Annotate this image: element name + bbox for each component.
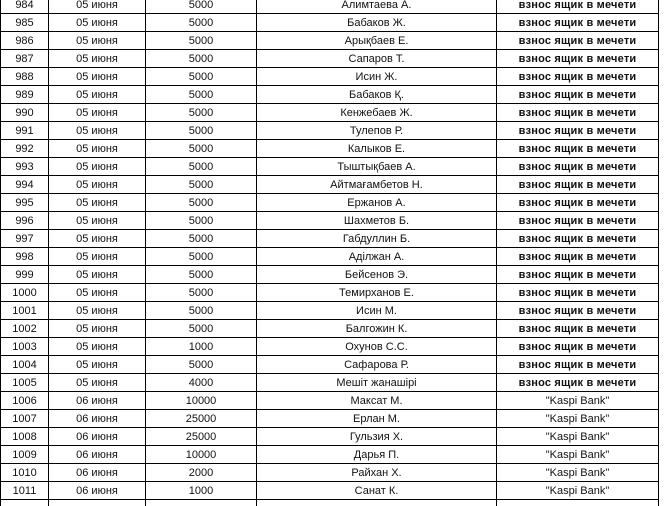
cell-number[interactable]: 1005	[1, 374, 49, 392]
cell-number[interactable]: 1007	[1, 410, 49, 428]
cell-name[interactable]: Темирханов Е.	[257, 284, 497, 302]
cell-amount[interactable]: 5000	[146, 68, 257, 86]
cell-date[interactable]: 06 июня	[49, 392, 146, 410]
table-row	[1, 176, 659, 194]
cell-number[interactable]: 993	[1, 158, 49, 176]
cell-amount[interactable]: 1000	[146, 482, 257, 500]
cell-name[interactable]: Сафарова Р.	[257, 356, 497, 374]
table-row	[1, 212, 659, 230]
cell-type[interactable]: взнос ящик в мечети	[497, 104, 659, 122]
cell-number[interactable]: 991	[1, 122, 49, 140]
cell-number[interactable]: 1011	[1, 482, 49, 500]
cell-date[interactable]: 06 июня	[49, 464, 146, 482]
cell-date[interactable]: 06 июня	[49, 446, 146, 464]
cell-name[interactable]: Ерлан М.	[257, 410, 497, 428]
cell-number[interactable]: 985	[1, 14, 49, 32]
cell-empty	[1, 500, 49, 506]
cell-name[interactable]: Алимтаева А.	[257, 0, 497, 14]
cell-type[interactable]: взнос ящик в мечети	[497, 230, 659, 248]
cell-type[interactable]: "Kaspi Bank"	[497, 464, 659, 482]
cell-amount[interactable]: 25000	[146, 428, 257, 446]
cell-number[interactable]: 1001	[1, 302, 49, 320]
table-row	[1, 284, 659, 302]
cell-date[interactable]: 05 июня	[49, 302, 146, 320]
cell-amount[interactable]: 5000	[146, 284, 257, 302]
cell-date[interactable]: 05 июня	[49, 212, 146, 230]
cell-amount[interactable]: 5000	[146, 50, 257, 68]
cell-date[interactable]: 05 июня	[49, 158, 146, 176]
cell-date[interactable]: 05 июня	[49, 374, 146, 392]
table-row	[1, 338, 659, 356]
cell-amount[interactable]: 5000	[146, 320, 257, 338]
cell-amount[interactable]: 5000	[146, 248, 257, 266]
cell-name[interactable]: Бабаков Ж.	[257, 14, 497, 32]
cell-number[interactable]: 988	[1, 68, 49, 86]
cell-date[interactable]: 05 июня	[49, 194, 146, 212]
cell-amount[interactable]: 5000	[146, 230, 257, 248]
cell-date[interactable]: 05 июня	[49, 0, 146, 14]
cell-name[interactable]: Аділжан А.	[257, 248, 497, 266]
cell-amount[interactable]: 5000	[146, 86, 257, 104]
cell-amount[interactable]: 5000	[146, 32, 257, 50]
cell-type[interactable]: взнос ящик в мечети	[497, 122, 659, 140]
table-row	[1, 50, 659, 68]
cell-date[interactable]: 05 июня	[49, 266, 146, 284]
cell-type[interactable]: взнос ящик в мечети	[497, 86, 659, 104]
cell-amount[interactable]: 10000	[146, 392, 257, 410]
cell-number[interactable]: 990	[1, 104, 49, 122]
cell-date[interactable]: 06 июня	[49, 410, 146, 428]
cell-number[interactable]: 994	[1, 176, 49, 194]
cell-name[interactable]: Исин Ж.	[257, 68, 497, 86]
cell-type[interactable]: взнос ящик в мечети	[497, 266, 659, 284]
cell-type[interactable]: взнос ящик в мечети	[497, 194, 659, 212]
cell-name[interactable]: Габдуллин Б.	[257, 230, 497, 248]
table-row	[1, 32, 659, 50]
cell-empty	[146, 500, 257, 506]
cell-amount[interactable]: 5000	[146, 140, 257, 158]
table-row	[1, 482, 659, 500]
table-row	[1, 392, 659, 410]
cell-type[interactable]: "Kaspi Bank"	[497, 410, 659, 428]
cell-empty	[257, 500, 497, 506]
table-row	[1, 374, 659, 392]
cell-date[interactable]: 05 июня	[49, 32, 146, 50]
cell-name[interactable]: Ержанов А.	[257, 194, 497, 212]
cell-number[interactable]: 989	[1, 86, 49, 104]
table-row	[1, 104, 659, 122]
cell-name[interactable]: Максат М.	[257, 392, 497, 410]
cell-date[interactable]: 06 июня	[49, 428, 146, 446]
cell-amount[interactable]: 2000	[146, 464, 257, 482]
cell-type[interactable]: взнос ящик в мечети	[497, 140, 659, 158]
cell-number[interactable]: 1008	[1, 428, 49, 446]
cell-date[interactable]: 05 июня	[49, 356, 146, 374]
cell-date[interactable]: 05 июня	[49, 104, 146, 122]
cell-amount[interactable]: 10000	[146, 446, 257, 464]
cell-date[interactable]: 05 июня	[49, 338, 146, 356]
cell-number[interactable]: 984	[1, 0, 49, 14]
cell-name[interactable]: Калыков Е.	[257, 140, 497, 158]
cell-name[interactable]: Шахметов Б.	[257, 212, 497, 230]
cell-type[interactable]: "Kaspi Bank"	[497, 392, 659, 410]
table-row	[1, 446, 659, 464]
cell-number[interactable]: 999	[1, 266, 49, 284]
cell-amount[interactable]: 5000	[146, 302, 257, 320]
cell-type[interactable]: взнос ящик в мечети	[497, 14, 659, 32]
table-row	[1, 302, 659, 320]
cell-date[interactable]: 05 июня	[49, 68, 146, 86]
table-row	[1, 194, 659, 212]
cell-number[interactable]: 1009	[1, 446, 49, 464]
cell-date[interactable]: 05 июня	[49, 248, 146, 266]
table-row	[1, 356, 659, 374]
cell-date[interactable]: 06 июня	[49, 482, 146, 500]
table-row	[1, 0, 659, 14]
cell-date[interactable]: 05 июня	[49, 50, 146, 68]
cell-amount[interactable]: 1000	[146, 338, 257, 356]
table-row	[1, 14, 659, 32]
cell-type[interactable]: взнос ящик в мечети	[497, 284, 659, 302]
cell-name[interactable]: Айтмағамбетов Н.	[257, 176, 497, 194]
cell-type[interactable]: взнос ящик в мечети	[497, 302, 659, 320]
cell-name[interactable]: Арықбаев Е.	[257, 32, 497, 50]
cell-type[interactable]: "Kaspi Bank"	[497, 446, 659, 464]
cell-name[interactable]: Охунов С.С.	[257, 338, 497, 356]
cell-name[interactable]: Бабаков Қ.	[257, 86, 497, 104]
table-row	[1, 428, 659, 446]
cell-name[interactable]: Балгожин К.	[257, 320, 497, 338]
cell-type[interactable]: взнос ящик в мечети	[497, 158, 659, 176]
cell-amount[interactable]: 5000	[146, 14, 257, 32]
cell-number[interactable]: 995	[1, 194, 49, 212]
cell-name[interactable]: Райхан Х.	[257, 464, 497, 482]
cell-amount[interactable]: 5000	[146, 266, 257, 284]
cell-amount[interactable]: 4000	[146, 374, 257, 392]
cell-type[interactable]: взнос ящик в мечети	[497, 32, 659, 50]
cell-amount[interactable]: 5000	[146, 194, 257, 212]
cell-date[interactable]: 05 июня	[49, 14, 146, 32]
table-row	[1, 248, 659, 266]
cell-name[interactable]: Кенжебаев Ж.	[257, 104, 497, 122]
table-row	[1, 122, 659, 140]
table-row-partial	[1, 500, 659, 506]
cell-type[interactable]: взнос ящик в мечети	[497, 338, 659, 356]
cell-type[interactable]: взнос ящик в мечети	[497, 248, 659, 266]
cell-type[interactable]: взнос ящик в мечети	[497, 212, 659, 230]
cell-amount[interactable]: 25000	[146, 410, 257, 428]
cell-amount[interactable]: 5000	[146, 0, 257, 14]
table-row	[1, 410, 659, 428]
cell-number[interactable]: 996	[1, 212, 49, 230]
cell-amount[interactable]: 5000	[146, 176, 257, 194]
cell-date[interactable]: 05 июня	[49, 284, 146, 302]
cell-type[interactable]: взнос ящик в мечети	[497, 50, 659, 68]
cell-type[interactable]: взнос ящик в мечети	[497, 356, 659, 374]
cell-number[interactable]: 986	[1, 32, 49, 50]
cell-number[interactable]: 992	[1, 140, 49, 158]
cell-name[interactable]: Тулепов Р.	[257, 122, 497, 140]
cell-name[interactable]: Бейсенов Э.	[257, 266, 497, 284]
cell-amount[interactable]: 5000	[146, 104, 257, 122]
cell-date[interactable]: 05 июня	[49, 86, 146, 104]
cell-type[interactable]: взнос ящик в мечети	[497, 176, 659, 194]
cell-date[interactable]: 05 июня	[49, 122, 146, 140]
table-row	[1, 320, 659, 338]
cell-number[interactable]: 998	[1, 248, 49, 266]
table-row	[1, 464, 659, 482]
cell-number[interactable]: 1002	[1, 320, 49, 338]
cell-type[interactable]: взнос ящик в мечети	[497, 0, 659, 14]
cell-type[interactable]: "Kaspi Bank"	[497, 482, 659, 500]
cell-name[interactable]: Гульзия Х.	[257, 428, 497, 446]
cell-name[interactable]: Исин М.	[257, 302, 497, 320]
cell-amount[interactable]: 5000	[146, 122, 257, 140]
table-row	[1, 86, 659, 104]
cell-name[interactable]: Санат К.	[257, 482, 497, 500]
cell-name[interactable]: Сапаров Т.	[257, 50, 497, 68]
cell-type[interactable]: "Kaspi Bank"	[497, 428, 659, 446]
cell-name[interactable]: Мешіт жанашірі	[257, 374, 497, 392]
cell-name[interactable]: Тыштықбаев А.	[257, 158, 497, 176]
cell-name[interactable]: Дарья П.	[257, 446, 497, 464]
table-row	[1, 266, 659, 284]
cell-number[interactable]: 997	[1, 230, 49, 248]
cell-amount[interactable]: 5000	[146, 158, 257, 176]
cell-date[interactable]: 05 июня	[49, 176, 146, 194]
cell-amount[interactable]: 5000	[146, 356, 257, 374]
cell-number[interactable]: 1010	[1, 464, 49, 482]
cell-empty	[49, 500, 146, 506]
table-row	[1, 68, 659, 86]
cell-date[interactable]: 05 июня	[49, 230, 146, 248]
cell-number[interactable]: 987	[1, 50, 49, 68]
cell-number[interactable]: 1003	[1, 338, 49, 356]
cell-type[interactable]: взнос ящик в мечети	[497, 320, 659, 338]
cell-number[interactable]: 1006	[1, 392, 49, 410]
cell-date[interactable]: 05 июня	[49, 320, 146, 338]
cell-empty	[497, 500, 659, 506]
table-row	[1, 140, 659, 158]
cell-type[interactable]: взнос ящик в мечети	[497, 68, 659, 86]
table-body	[1, 0, 659, 506]
cell-date[interactable]: 05 июня	[49, 140, 146, 158]
table-row	[1, 158, 659, 176]
table-row	[1, 230, 659, 248]
cell-type[interactable]: взнос ящик в мечети	[497, 374, 659, 392]
cell-number[interactable]: 1004	[1, 356, 49, 374]
cell-number[interactable]: 1000	[1, 284, 49, 302]
cell-amount[interactable]: 5000	[146, 212, 257, 230]
